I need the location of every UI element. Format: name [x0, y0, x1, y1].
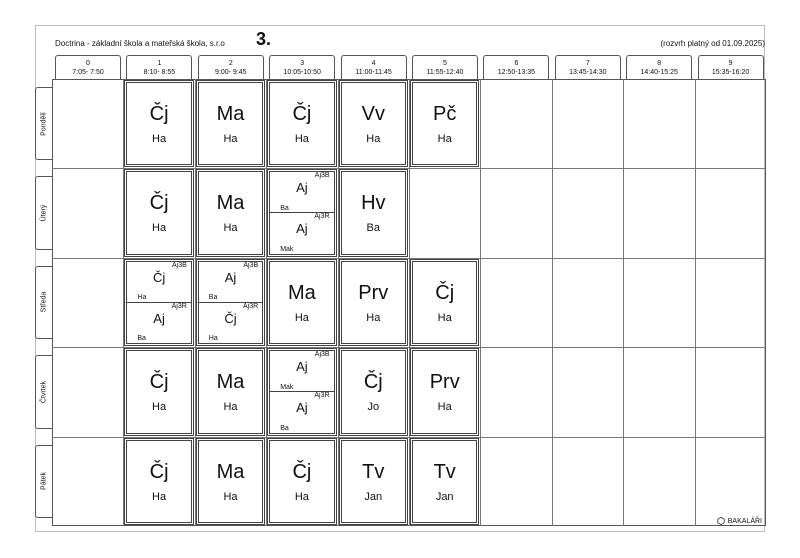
lesson-card: [410, 80, 479, 167]
period-header: [698, 55, 764, 79]
school-name: Doctrina - základní škola a mateřská škola, s.r.o: [55, 39, 225, 48]
lesson-group: [270, 212, 333, 254]
lesson-card: [267, 259, 336, 346]
group-label: Aj3R: [171, 302, 187, 310]
teacher-label: Ha: [152, 401, 167, 414]
subject-label: Ma: [216, 103, 245, 125]
period-time: 11:00-11:45: [355, 69, 392, 76]
teacher-label: Ha: [437, 133, 452, 145]
period-header: [626, 55, 692, 79]
day-label: Pátek: [40, 472, 48, 491]
day-label: Čtvrtek: [40, 380, 48, 403]
lesson-card: [410, 259, 479, 346]
lesson-card: [267, 438, 336, 525]
period-number: 6: [514, 60, 519, 67]
period-number: 9: [728, 60, 733, 67]
subject-label: Prv: [429, 371, 460, 394]
teacher-label: Ba: [366, 222, 381, 235]
subject-label: Čj: [363, 371, 383, 394]
lesson-card: [410, 438, 479, 525]
lesson-card: [267, 169, 336, 256]
lesson-card: [196, 80, 265, 167]
group-label: Aj3R: [243, 302, 259, 310]
teacher-label: Ha: [366, 133, 381, 145]
subject-label: Ma: [287, 281, 316, 304]
lesson-card: [196, 438, 265, 525]
period-number: 0: [86, 60, 90, 67]
lesson-card: [339, 348, 408, 435]
period-number: 5: [443, 60, 447, 67]
period-number: 1: [157, 60, 162, 67]
lesson-group: [270, 351, 333, 392]
subject-label: Aj: [296, 359, 308, 375]
period-time: 14:40-15:25: [640, 69, 678, 76]
lesson-group: [270, 172, 333, 213]
subject-label: Čj: [292, 103, 312, 125]
grid-column-divider: [695, 79, 696, 526]
lesson-card: [267, 348, 336, 435]
teacher-label: Ha: [366, 311, 381, 324]
teacher-label: Jo: [367, 401, 380, 414]
period-time: 10:05-10:50: [283, 69, 321, 76]
subject-label: Čj: [149, 103, 169, 125]
teacher-label: Ba: [280, 424, 289, 432]
period-time: 8:10- 8:55: [143, 69, 176, 76]
teacher-label: Ha: [223, 401, 238, 414]
subject-label: Aj: [153, 310, 165, 326]
teacher-label: Jan: [364, 490, 383, 503]
teacher-label: Ha: [208, 335, 218, 343]
group-label: Aj3B: [314, 351, 330, 359]
teacher-label: Ha: [294, 311, 309, 324]
teacher-label: Ba: [137, 335, 146, 343]
subject-label: Aj: [296, 399, 308, 415]
period-number: 2: [228, 60, 233, 67]
day-label: Pondělí: [40, 111, 48, 136]
subject-label: Čj: [149, 192, 169, 215]
teacher-label: Mak: [280, 245, 294, 253]
day-tab: [35, 176, 52, 249]
subject-label: Tv: [433, 460, 456, 483]
subject-label: Tv: [362, 460, 385, 483]
period-time: 9:00- 9:45: [215, 69, 247, 76]
grid-column-divider: [480, 79, 481, 526]
lesson-group: [270, 391, 333, 433]
lesson-group: [127, 302, 190, 344]
subject-label: Čj: [149, 460, 169, 483]
lesson-card: [339, 438, 408, 525]
subject-label: Vv: [361, 103, 385, 125]
subject-label: Aj: [224, 269, 237, 285]
subject-label: Ma: [216, 192, 245, 215]
period-number: 4: [371, 60, 376, 67]
period-header: [341, 55, 407, 79]
teacher-label: Ha: [437, 311, 452, 324]
lesson-card: [124, 80, 193, 167]
teacher-label: Ha: [137, 294, 147, 302]
subject-label: Pč: [433, 103, 457, 125]
hexagon-icon: [717, 517, 725, 525]
period-time: 7:05- 7:50: [72, 69, 104, 76]
lesson-group: [127, 262, 190, 303]
lesson-group: [199, 302, 262, 344]
lesson-card: [124, 259, 193, 346]
lesson-group: [199, 262, 262, 303]
grid-column-divider: [623, 79, 624, 526]
period-header: [55, 55, 121, 79]
teacher-label: Mak: [280, 383, 294, 391]
period-header: [126, 55, 192, 79]
group-label: Aj3B: [243, 261, 259, 269]
period-header: [198, 55, 264, 79]
logo-text: BAKALÁŘI: [727, 517, 762, 525]
teacher-label: Ha: [223, 133, 238, 145]
teacher-label: Ha: [223, 222, 238, 235]
subject-label: Čj: [292, 460, 312, 483]
lesson-card: [124, 169, 193, 256]
lesson-card: [410, 348, 479, 435]
day-tab: [35, 266, 52, 339]
lesson-card: [196, 348, 265, 435]
teacher-label: Ba: [280, 205, 289, 213]
period-number: 8: [657, 60, 662, 67]
day-tab: [35, 445, 52, 518]
lesson-card: [339, 80, 408, 167]
validity-note: (rozvrh platný od 01.09.2025): [660, 39, 765, 48]
period-header: [412, 55, 478, 79]
subject-label: Ma: [216, 371, 245, 394]
lesson-card: [196, 259, 265, 346]
subject-label: Čj: [152, 269, 166, 285]
teacher-label: Ha: [152, 222, 167, 235]
teacher-label: Ha: [152, 133, 167, 145]
subject-label: Čj: [435, 281, 455, 304]
period-header: [269, 55, 335, 79]
period-header: [483, 55, 549, 79]
day-label: Středa: [40, 292, 48, 313]
group-label: Aj3B: [314, 172, 330, 180]
teacher-label: Ha: [437, 401, 452, 414]
subject-label: Ma: [216, 460, 245, 483]
group-label: Aj3B: [171, 261, 187, 269]
period-time: 12:50-13:35: [497, 69, 536, 76]
day-label: Úterý: [40, 204, 48, 222]
day-tab: [35, 355, 52, 428]
period-number: 7: [585, 60, 590, 67]
subject-label: Čj: [224, 310, 237, 326]
lesson-card: [196, 169, 265, 256]
period-time: 13:45-14:30: [569, 69, 607, 76]
period-header: [555, 55, 621, 79]
subject-label: Prv: [358, 281, 389, 304]
lesson-card: [339, 259, 408, 346]
lesson-card: [124, 348, 193, 435]
group-label: Aj3R: [314, 213, 330, 221]
teacher-label: Ha: [223, 490, 238, 503]
lesson-card: [339, 169, 408, 256]
teacher-label: Jan: [435, 490, 454, 503]
teacher-label: Ba: [208, 294, 218, 302]
teacher-label: Ha: [294, 133, 309, 145]
lesson-card: [124, 438, 193, 525]
period-time: 15:35-16:20: [711, 69, 750, 76]
day-tab: [35, 87, 52, 160]
grid-column-divider: [552, 79, 553, 526]
subject-label: Aj: [296, 221, 308, 237]
period-time: 11:55-12:40: [426, 69, 464, 76]
teacher-label: Ha: [294, 490, 309, 503]
subject-label: Aj: [296, 180, 308, 196]
subject-label: Čj: [149, 371, 169, 394]
lesson-card: [267, 80, 336, 167]
teacher-label: Ha: [152, 490, 167, 503]
class-name: 3.: [256, 29, 272, 49]
bakalari-logo: [717, 517, 762, 525]
subject-label: Hv: [361, 192, 386, 215]
period-number: 3: [300, 60, 305, 67]
group-label: Aj3R: [314, 391, 330, 399]
